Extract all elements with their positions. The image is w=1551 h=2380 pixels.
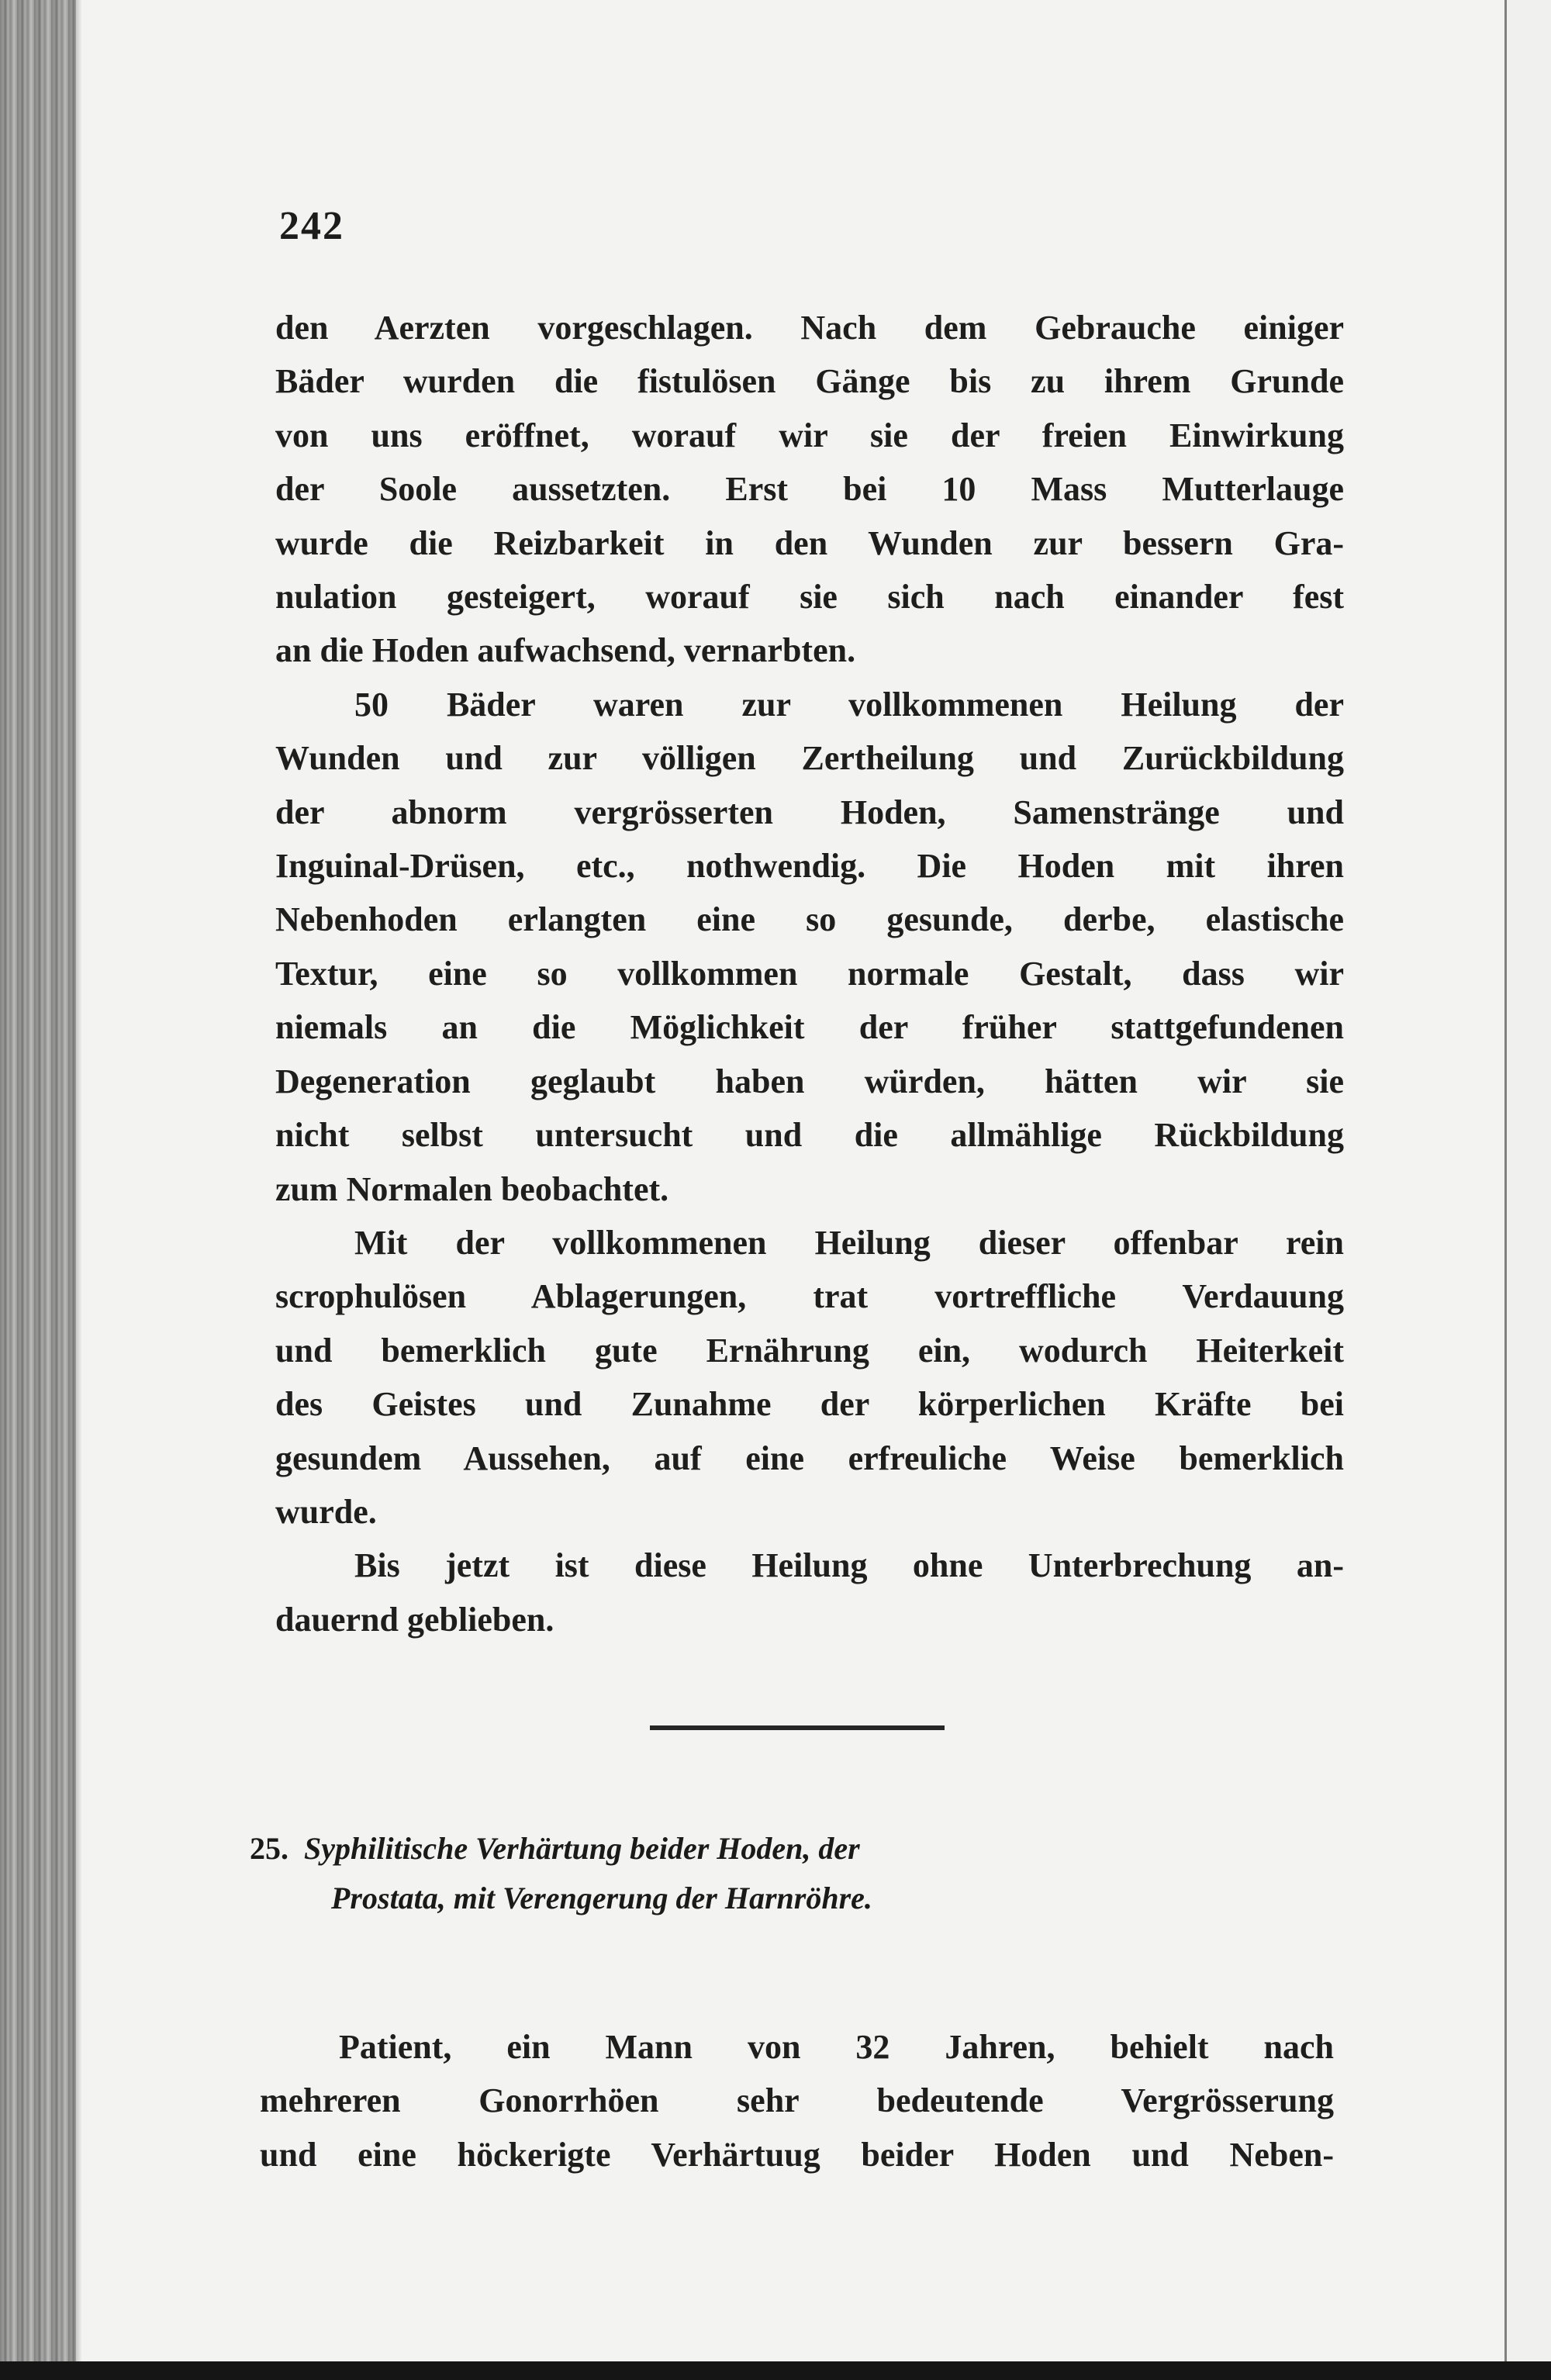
paragraph xyxy=(260,2020,1334,2181)
text-line: des Geistes und Zunahme der körperlichen Kräfte bei xyxy=(275,1385,1344,1424)
text-line: zum Normalen beobachtet. xyxy=(275,1169,669,1208)
text-line: Textur, eine so vollkommen normale Gestalt, dass wir xyxy=(275,954,1344,993)
scan-bottom-border xyxy=(0,2361,1551,2380)
text-line: Inguinal-Drüsen, etc., nothwendig. Die Hoden mit ihren xyxy=(275,847,1344,886)
text-line: Bäder wurden die fistulösen Gänge bis zu ihrem Grunde xyxy=(275,362,1344,401)
section-heading xyxy=(250,1824,1335,1923)
text-line: mehreren Gonorrhöen sehr bedeutende Vergrösserung xyxy=(260,2081,1334,2120)
text-line: Degeneration geglaubt haben würden, hätten wir sie xyxy=(275,1062,1344,1100)
section-title-part-1: Syphilitische Verhärtung beider Hoden, der xyxy=(304,1831,860,1866)
paragraph xyxy=(275,678,1344,1216)
text-line: Wunden und zur völligen Zertheilung und Zurückbildung xyxy=(275,739,1344,778)
text-line: Patient, ein Mann von 32 Jahren, behielt nach xyxy=(339,2028,1334,2066)
page-number: 242 xyxy=(279,204,344,248)
text-line: nicht selbst untersucht und die allmählige Rückbildung xyxy=(275,1116,1344,1155)
text-line: wurde. xyxy=(275,1492,377,1531)
text-line: Mit der vollkommenen Heilung dieser offenbar rein xyxy=(354,1223,1344,1262)
text-line: den Aerzten vorgeschlagen. Nach dem Gebrauche einiger xyxy=(275,309,1344,347)
text-line: gesundem Aussehen, auf eine erfreuliche Weise bemerklich xyxy=(275,1439,1344,1477)
text-line: und eine höckerigte Verhärtuug beider Hoden und Neben- xyxy=(260,2135,1334,2174)
text-line: dauernd geblieben. xyxy=(275,1600,554,1639)
section-title-part-2: Prostata, mit Verengerung der Harnröhre. xyxy=(331,1881,872,1915)
paragraph xyxy=(275,1216,1344,1539)
adjacent-page-strip xyxy=(1507,0,1551,2373)
text-line: scrophulösen Ablagerungen, trat vortreffliche Verdauung xyxy=(275,1277,1344,1316)
text-line: von uns eröffnet, worauf wir sie der freien Einwirkung xyxy=(275,416,1344,454)
text-line: 50 Bäder waren zur vollkommenen Heilung der xyxy=(354,685,1344,724)
text-line: der Soole aussetzten. Erst bei 10 Mass Mutterlauge xyxy=(275,470,1344,509)
text-line: an die Hoden aufwachsend, vernarbten. xyxy=(275,631,856,670)
paragraph xyxy=(275,301,1344,678)
book-page-edges xyxy=(0,0,76,2373)
section-separator-rule xyxy=(650,1725,945,1730)
body-text-lower xyxy=(260,2020,1334,2181)
paragraph xyxy=(275,1539,1344,1646)
section-number: 25. xyxy=(250,1831,288,1866)
text-line: Bis jetzt ist diese Heilung ohne Unterbrechung an- xyxy=(354,1546,1344,1585)
text-line: der abnorm vergrösserten Hoden, Samenstränge und xyxy=(275,793,1344,831)
text-line: und bemerklich gute Ernährung ein, wodurch Heiterkeit xyxy=(275,1331,1344,1370)
text-line: wurde die Reizbarkeit in den Wunden zur bessern Gra- xyxy=(275,523,1344,562)
text-line: niemals an die Möglichkeit der früher stattgefundenen xyxy=(275,1008,1344,1047)
text-line: Nebenhoden erlangten eine so gesunde, derbe, elastische xyxy=(275,900,1344,939)
text-line: nulation gesteigert, worauf sie sich nach einander fest xyxy=(275,578,1344,617)
section-heading-line-1 xyxy=(250,1824,1335,1874)
body-text-upper xyxy=(275,301,1344,1646)
